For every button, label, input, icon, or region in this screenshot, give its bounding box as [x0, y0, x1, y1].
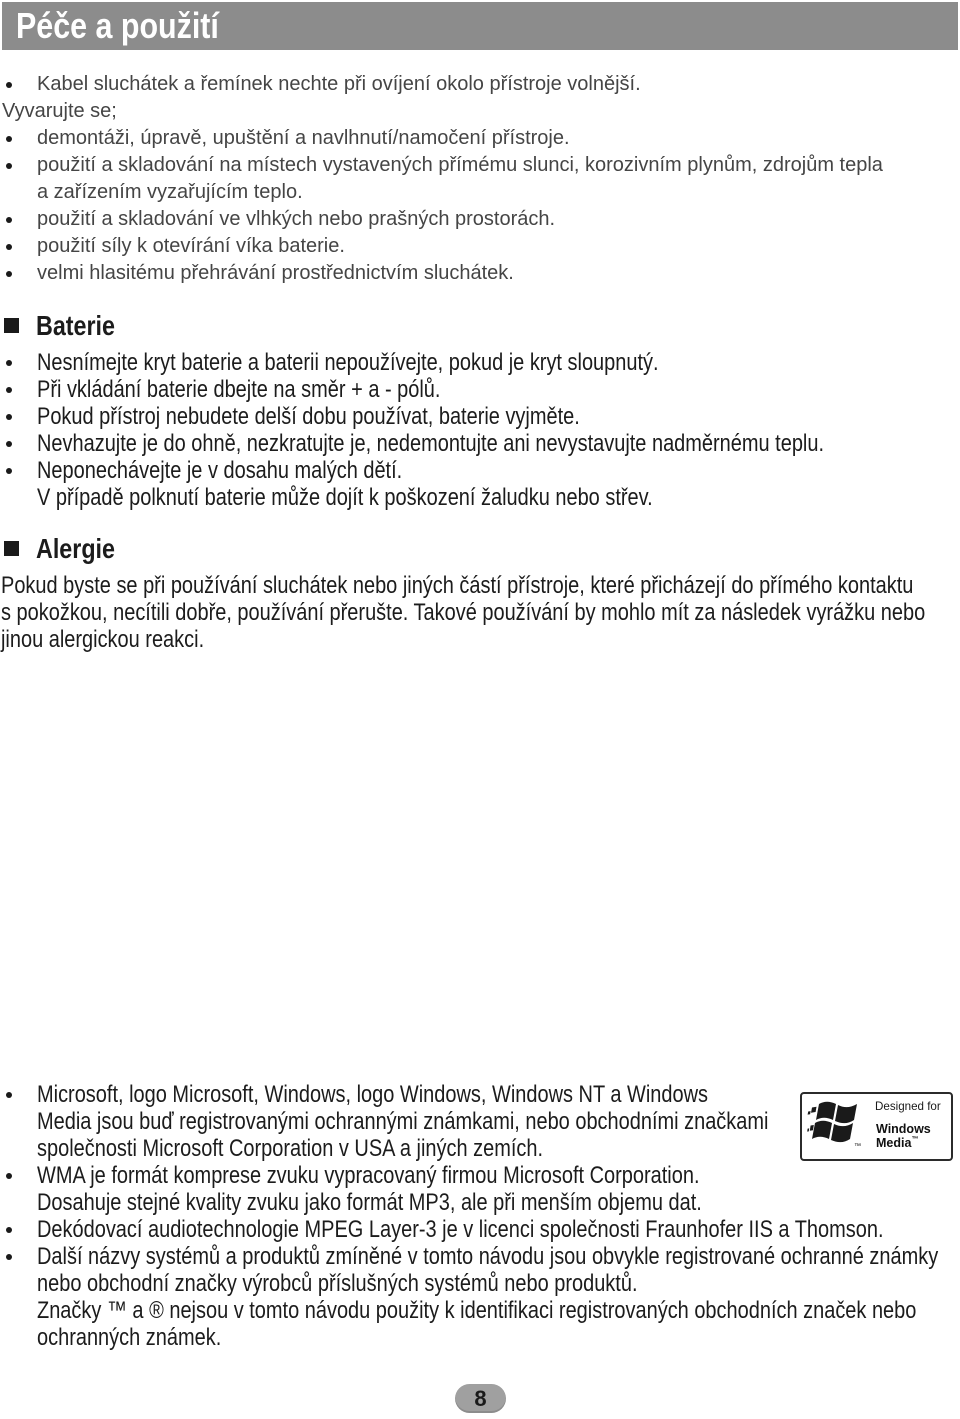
- bullet-icon: [6, 468, 12, 474]
- bullet-icon: [6, 387, 12, 393]
- avoid-item-text: demontáži, úpravě, upuštění a navlhnutí/namočení přístroje.: [37, 126, 570, 149]
- bullet-icon: [6, 1254, 12, 1260]
- list-item: [0, 125, 960, 152]
- list-item: [0, 152, 960, 206]
- page-title: Péče a použití: [16, 5, 219, 46]
- bullet-icon: [6, 1092, 12, 1098]
- list-item: [0, 260, 960, 287]
- battery-item-text: Pokud přístroj nebudete delší dobu používat, baterie vyjměte.: [37, 402, 580, 430]
- bullet-icon: [6, 271, 12, 277]
- list-item: [0, 1162, 960, 1216]
- battery-item-text: Nevhazujte je do ohně, nezkratujte je, nedemontujte ani nevystavujte nadměrnému teplu.: [37, 429, 825, 457]
- avoid-item-text: použití síly k otevírání víka baterie.: [37, 235, 345, 258]
- bullet-icon: [6, 441, 12, 447]
- battery-item-text: Při vkládání baterie dbejte na směr + a - pólů.: [37, 375, 441, 403]
- bullet-icon: [6, 163, 12, 169]
- page-number: 8: [474, 1386, 487, 1411]
- allergy-paragraph-text: Pokud byste se při používání sluchátek nebo jiných částí přístroje, které přicházejí do přímého kontaktu s pokožkou, necítili dobře, používání přerušte. Takové používání by mohlo mít za následek vyrážku nebo jinou alergickou reakci.: [1, 571, 926, 653]
- allergy-paragraph: [1, 572, 960, 653]
- battery-item-text: Neponechávejte je v dosahu malých dětí. V případě polknutí baterie může dojít k poškození žaludku nebo střev.: [37, 456, 653, 511]
- trademark-item-text: Microsoft, logo Microsoft, Windows, logo Windows, Windows NT a Windows Media jsou buď registrovanými ochrannými známkami, nebo obchodními značkami společnosti Microsoft Corporation v USA a jiných zemích.: [37, 1080, 769, 1162]
- list-item: [0, 403, 960, 430]
- page-number-badge: [455, 1384, 506, 1413]
- avoid-intro: Vyvarujte se;: [2, 99, 117, 122]
- bullet-icon: [6, 1173, 12, 1179]
- list-item: [0, 457, 960, 511]
- bullet-icon: [6, 217, 12, 223]
- care-list: [0, 71, 960, 288]
- list-item: [0, 206, 960, 233]
- bullet-icon: [6, 136, 12, 142]
- bullet-icon: [6, 82, 12, 88]
- battery-heading: [0, 310, 300, 342]
- logo-designed-for: Designed for: [875, 1100, 941, 1113]
- bullet-icon: [6, 1227, 12, 1233]
- list-item: [0, 1216, 960, 1243]
- section-square-icon: [4, 318, 19, 333]
- logo-trademark-sign: ™: [911, 1136, 919, 1143]
- windows-media-logo: [800, 1092, 953, 1161]
- allergy-heading-text: Alergie: [36, 533, 115, 564]
- bullet-icon: [6, 360, 12, 366]
- battery-list: [0, 349, 960, 512]
- windows-flag-icon: [807, 1098, 865, 1148]
- bullet-icon: [6, 244, 12, 250]
- allergy-heading: [0, 533, 300, 565]
- list-item: [0, 71, 960, 98]
- avoid-item-text: použití a skladování na místech vystavených přímému slunci, korozivním plynům, zdrojům tepla a zařízením vyzařujícím teplo.: [37, 153, 883, 203]
- battery-heading-text: Baterie: [36, 310, 115, 341]
- page-header: [2, 2, 958, 50]
- trademark-item-text: Dekódovací audiotechnologie MPEG Layer-3 je v licenci společnosti Fraunhofer IIS a Thomson.: [37, 1215, 884, 1243]
- list-item: [0, 233, 960, 260]
- logo-flag-trademark-sign: ™: [854, 1143, 861, 1150]
- logo-media: Media: [876, 1136, 912, 1150]
- logo-media-line: [876, 1136, 918, 1150]
- section-square-icon: [4, 541, 19, 556]
- list-item: [0, 430, 960, 457]
- trademark-item-text: WMA je formát komprese zvuku vypracovaný firmou Microsoft Corporation. Dosahuje stejné kvality zvuku jako formát MP3, ale při menším objemu dat.: [37, 1161, 702, 1216]
- list-item: [0, 1243, 960, 1351]
- list-item: [0, 349, 960, 376]
- logo-windows: Windows: [876, 1122, 931, 1136]
- avoid-item-text: použití a skladování ve vlhkých nebo prašných prostorách.: [37, 207, 556, 230]
- care-item-text: Kabel sluchátek a řemínek nechte při ovíjení okolo přístroje volnější.: [37, 72, 641, 95]
- avoid-item-text: velmi hlasitému přehrávání prostřednictvím sluchátek.: [37, 262, 514, 285]
- bullet-icon: [6, 414, 12, 420]
- battery-item-text: Nesnímejte kryt baterie a baterii nepoužívejte, pokud je kryt sloupnutý.: [37, 348, 659, 376]
- list-item: [0, 376, 960, 403]
- trademark-item-text: Další názvy systémů a produktů zmíněné v tomto návodu jsou obvykle registrované ochranné známky nebo obchodní značky výrobců příslušných systémů nebo produktů. Značky ™ a ® nejsou v tomto návodu použity k identifikaci registrovaných obchodních značek nebo ochranných známek.: [37, 1243, 939, 1352]
